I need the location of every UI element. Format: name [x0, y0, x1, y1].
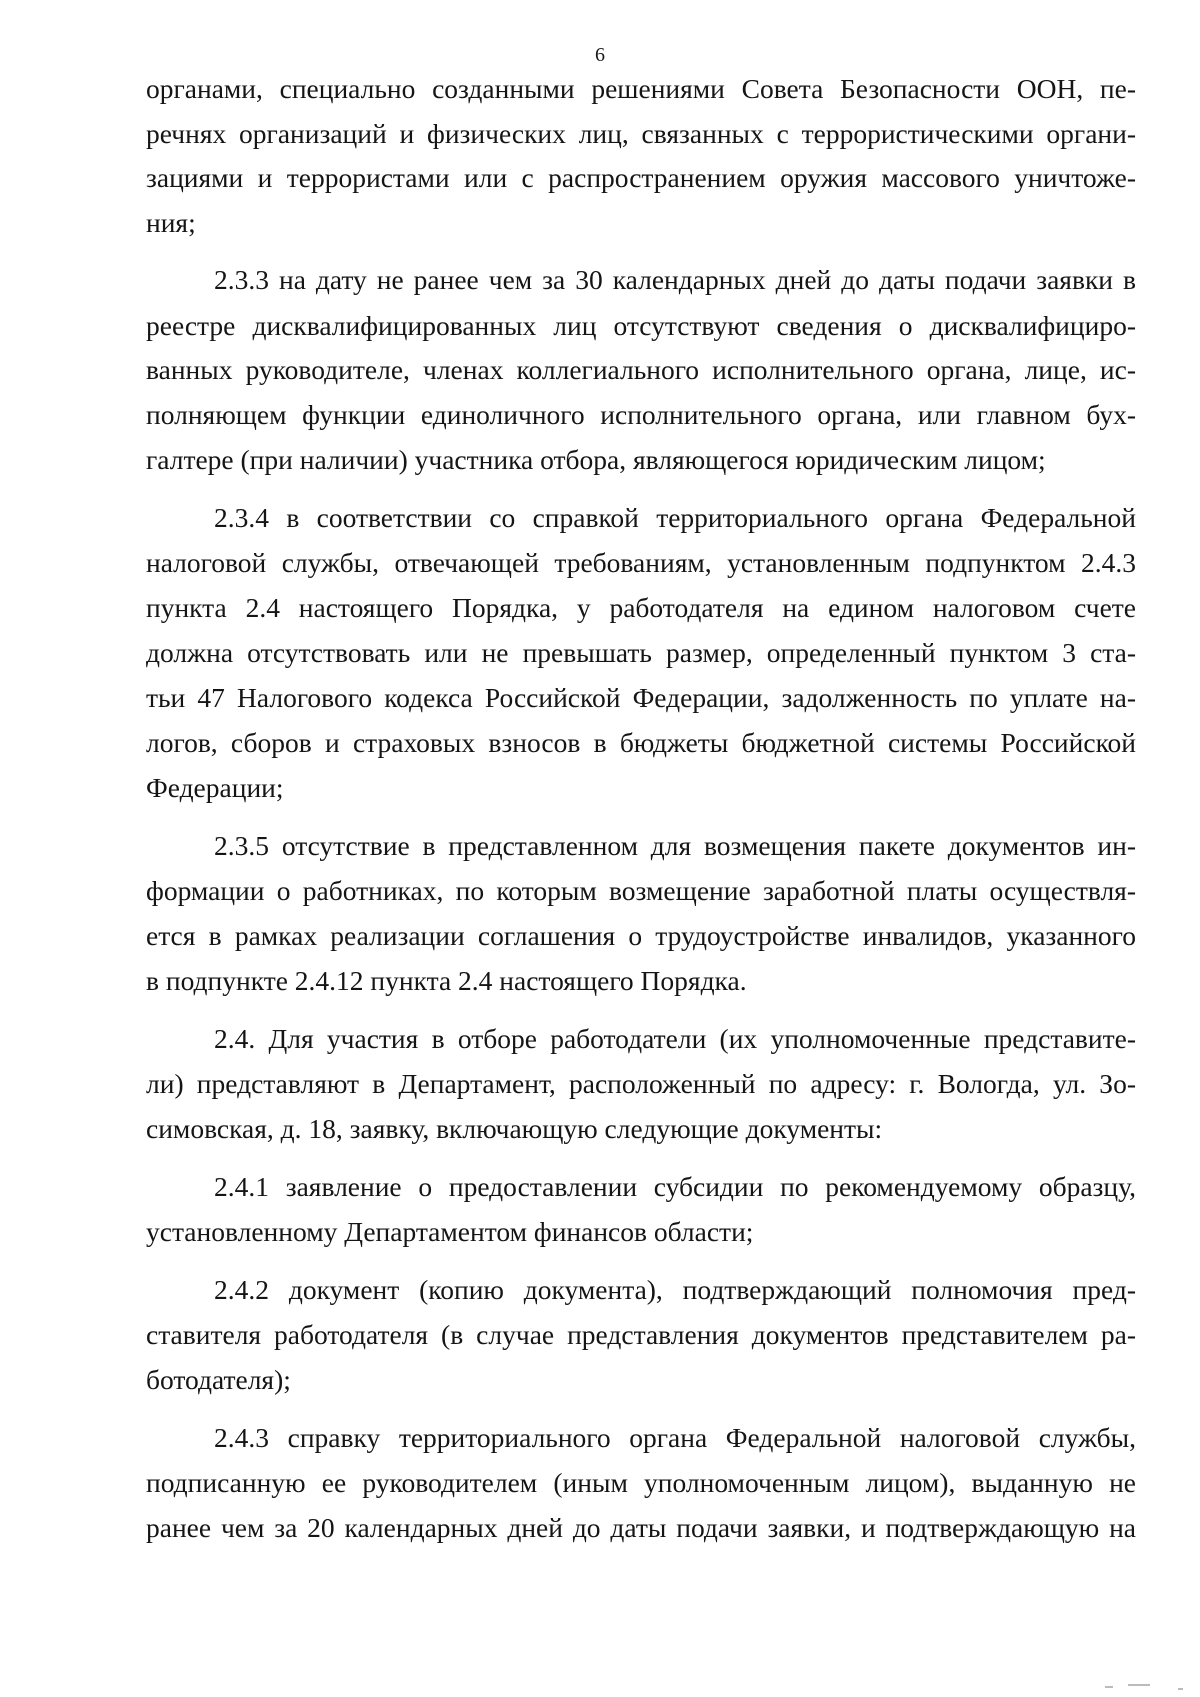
scan-artifact: [1178, 1688, 1183, 1690]
scan-artifact: [1105, 1686, 1113, 1688]
text-line: ванных руководителе, членах коллегиального исполнительного органа, лице, ис-: [146, 354, 1136, 385]
text-line: ботодателя);: [146, 1364, 291, 1395]
text-line: установленному Департаментом финансов области;: [146, 1216, 754, 1247]
text-line: галтере (при наличии) участника отбора, являющегося юридическим лицом;: [146, 444, 1046, 475]
text-line: логов, сборов и страховых взносов в бюджеты бюджетной системы Российской: [146, 727, 1136, 758]
text-line: ранее чем за 20 календарных дней до даты подачи заявки, и подтверждающую на: [146, 1512, 1136, 1543]
text-line: налоговой службы, отвечающей требованиям, установленным подпунктом 2.4.3: [146, 547, 1136, 578]
text-line: симовская, д. 18, заявку, включающую следующие документы:: [146, 1113, 883, 1144]
text-line: речнях организаций и физических лиц, связанных с террористическими органи-: [146, 118, 1136, 149]
text-line: реестре дисквалифицированных лиц отсутствуют сведения о дисквалифициро-: [146, 310, 1136, 341]
text-line: Федерации;: [146, 772, 284, 803]
paragraph-start-line: 2.4. Для участия в отборе работодатели (их уполномоченные представите-: [214, 1023, 1136, 1054]
paragraph-start-line: 2.3.5 отсутствие в представленном для возмещения пакете документов ин-: [214, 830, 1136, 861]
text-line: ния;: [146, 207, 196, 238]
page-number: 6: [595, 44, 605, 66]
scan-artifact: [1128, 1684, 1150, 1686]
paragraph-start-line: 2.3.3 на дату не ранее чем за 30 календарных дней до даты подачи заявки в: [214, 264, 1136, 295]
text-line: ли) представляют в Департамент, расположенный по адресу: г. Вологда, ул. Зо-: [146, 1068, 1136, 1099]
paragraph-start-line: 2.4.2 документ (копию документа), подтверждающий полномочия пред-: [214, 1274, 1136, 1305]
text-line: полняющем функции единоличного исполнительного органа, или главном бух-: [146, 399, 1136, 430]
text-line: в подпункте 2.4.12 пункта 2.4 настоящего Порядка.: [146, 965, 747, 996]
text-line: формации о работниках, по которым возмещение заработной платы осуществля-: [146, 875, 1136, 906]
text-line: ется в рамках реализации соглашения о трудоустройстве инвалидов, указанного: [146, 920, 1136, 951]
text-line: подписанную ее руководителем (иным уполномоченным лицом), выданную не: [146, 1467, 1136, 1498]
paragraph-start-line: 2.4.1 заявление о предоставлении субсидии по рекомендуемому образцу,: [214, 1171, 1136, 1202]
paragraph-start-line: 2.3.4 в соответствии со справкой территориального органа Федеральной: [214, 502, 1136, 533]
text-line: зациями и террористами или с распространением оружия массового уничтоже-: [146, 162, 1136, 193]
text-line: тьи 47 Налогового кодекса Российской Федерации, задолженность по уплате на-: [146, 682, 1136, 713]
paragraph-start-line: 2.4.3 справку территориального органа Федеральной налоговой службы,: [214, 1422, 1136, 1453]
text-line: органами, специально созданными решениями Совета Безопасности ООН, пе-: [146, 73, 1136, 104]
text-line: пункта 2.4 настоящего Порядка, у работодателя на едином налоговом счете: [146, 592, 1136, 623]
text-line: должна отсутствовать или не превышать размер, определенный пунктом 3 ста-: [146, 637, 1136, 668]
text-line: ставителя работодателя (в случае представления документов представителем ра-: [146, 1319, 1136, 1350]
